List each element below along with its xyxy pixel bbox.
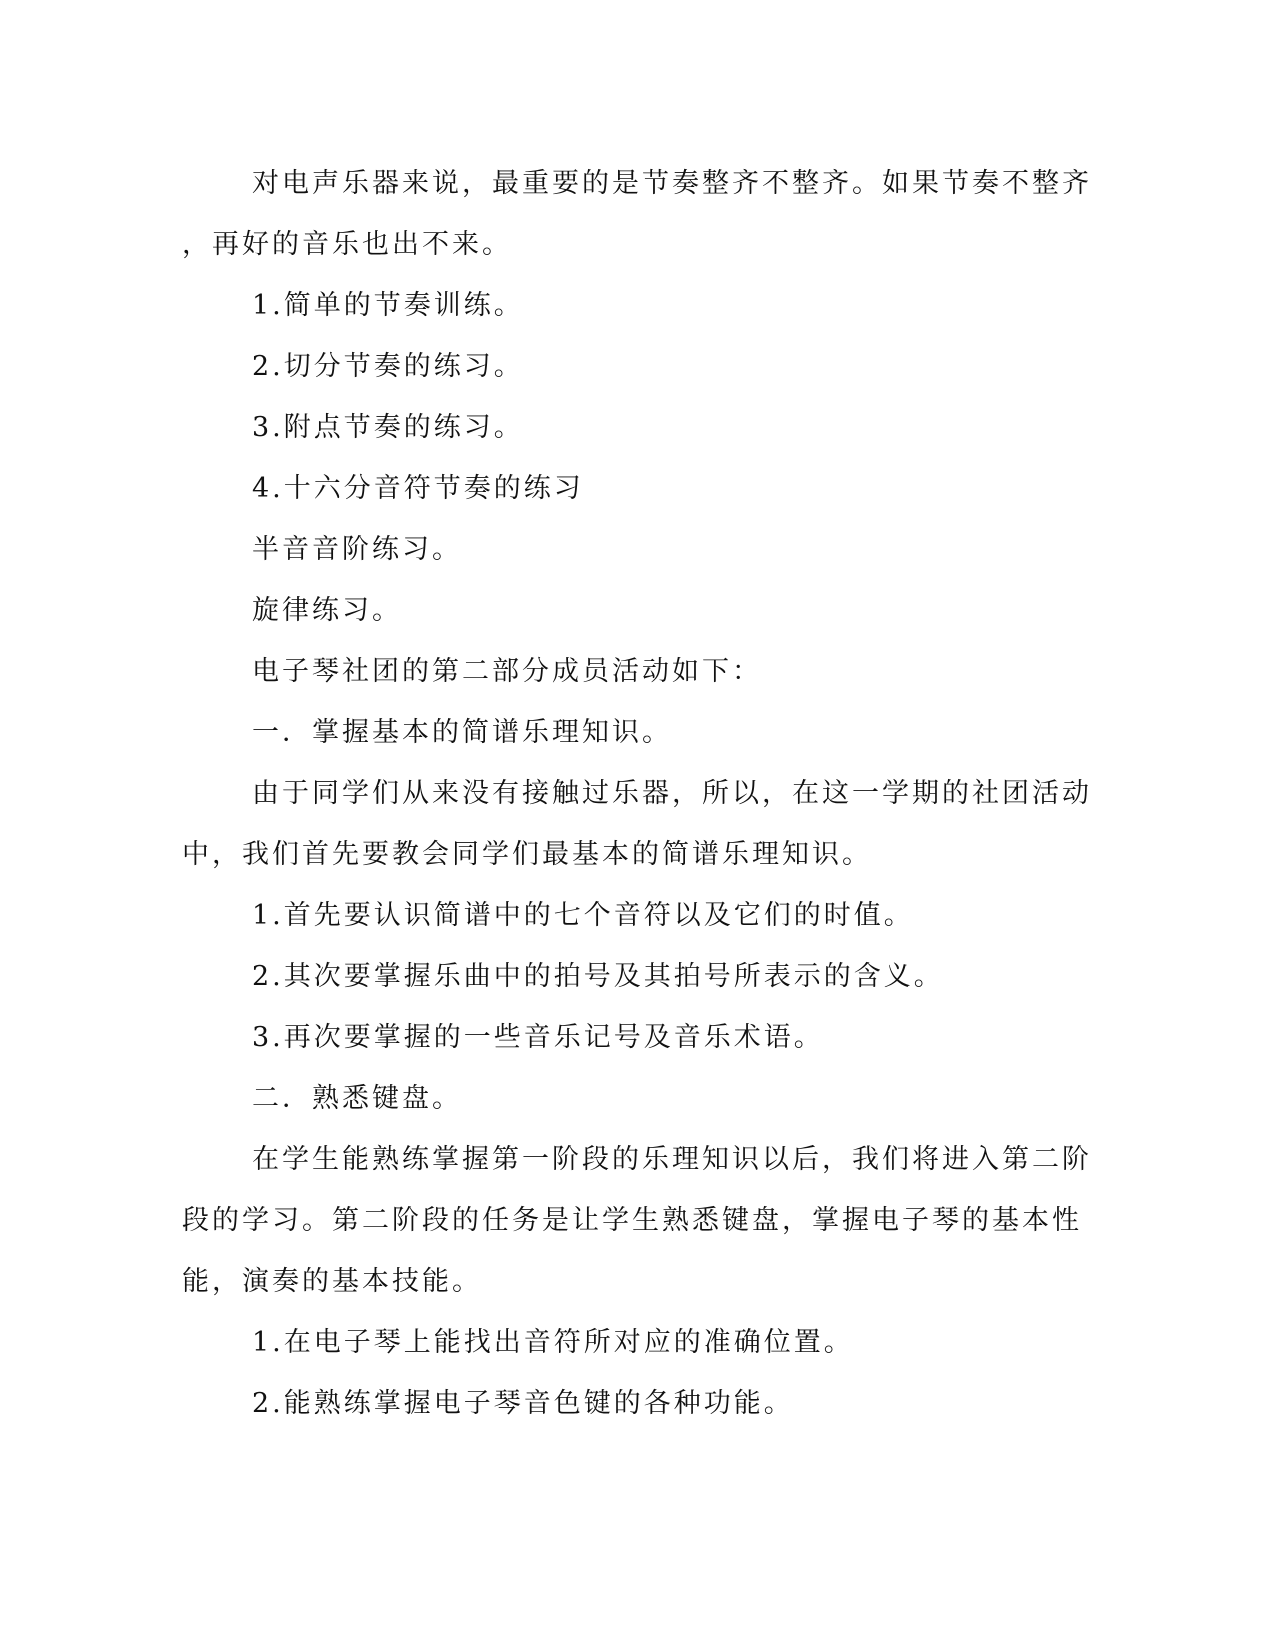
paragraph: 半音音阶练习。 [252,534,462,565]
text-line: 在学生能熟练掌握第一阶段的乐理知识以后，我们将进入第二阶 [252,1144,1092,1175]
paragraph [182,1129,1092,1312]
paragraph: 电子琴社团的第二部分成员活动如下： [252,656,762,687]
paragraph: 旋律练习。 [252,595,402,626]
paragraph [182,153,1092,275]
list-item: 4.十六分音符节奏的练习 [252,473,584,504]
list-item: 2.能熟练掌握电子琴音色键的各种功能。 [252,1388,794,1419]
section-heading: 一．掌握基本的简谱乐理知识。 [252,717,672,748]
list-item: 1.简单的节奏训练。 [252,290,524,321]
text-line: ，再好的音乐也出不来。 [182,229,512,260]
text-line: 对电声乐器来说，最重要的是节奏整齐不整齐。如果节奏不整齐 [252,168,1092,199]
list-item: 3.再次要掌握的一些音乐记号及音乐术语。 [252,1022,824,1053]
text-line: 能，演奏的基本技能。 [182,1266,482,1297]
document-body [182,153,1092,1434]
text-line: 段的学习。第二阶段的任务是让学生熟悉键盘，掌握电子琴的基本性 [182,1205,1082,1236]
paragraph [182,763,1092,885]
list-item: 3.附点节奏的练习。 [252,412,524,443]
section-heading: 二．熟悉键盘。 [252,1083,462,1114]
list-item: 2.其次要掌握乐曲中的拍号及其拍号所表示的含义。 [252,961,944,992]
list-item: 2.切分节奏的练习。 [252,351,524,382]
list-item: 1.在电子琴上能找出音符所对应的准确位置。 [252,1327,854,1358]
text-line: 中，我们首先要教会同学们最基本的简谱乐理知识。 [182,839,872,870]
text-line: 由于同学们从来没有接触过乐器，所以，在这一学期的社团活动 [252,778,1092,809]
list-item: 1.首先要认识简谱中的七个音符以及它们的时值。 [252,900,914,931]
